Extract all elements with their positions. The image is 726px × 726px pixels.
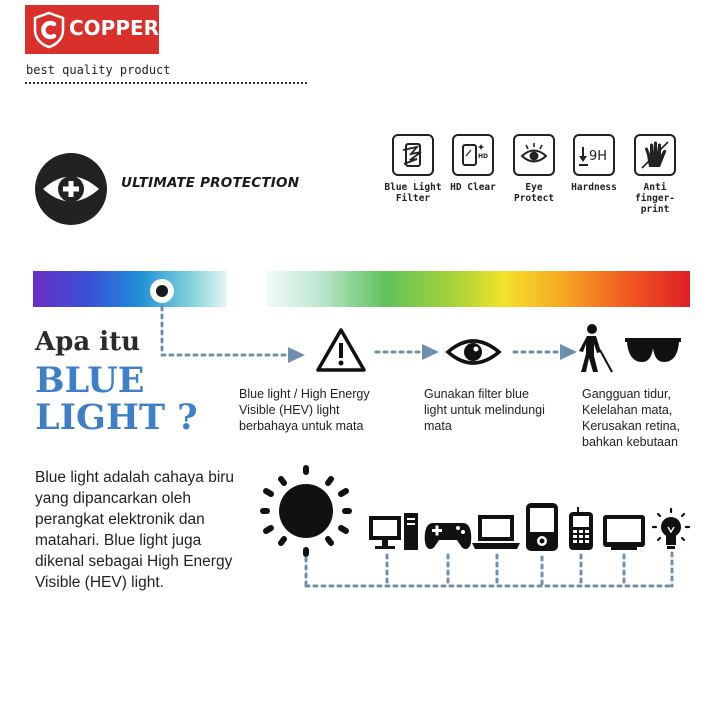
- blind-person-icon: [579, 324, 612, 372]
- flow-step-text: Gangguan tidur, Kelelahan mata, Kerusakan retina, bahkan kebutaan: [582, 387, 680, 449]
- feature-label: Hardness: [571, 182, 617, 193]
- feature-label: HD Clear: [450, 182, 496, 193]
- hd-clear-icon-text: HD: [478, 153, 489, 160]
- warning-icon: [318, 330, 364, 370]
- tv-icon: [603, 515, 645, 550]
- desktop-pc-icon: [369, 513, 418, 550]
- badge-title: ULTIMATE PROTECTION: [121, 175, 300, 191]
- flow-step-text: Blue light / High Energy Visible (HEV) light berbahaya untuk mata: [239, 387, 370, 433]
- tagline: best quality product: [26, 63, 171, 77]
- heading-light: LIGHT ?: [35, 397, 198, 438]
- hardness-icon-text: 9H: [589, 149, 608, 164]
- laptop-icon: [472, 515, 520, 549]
- light-bulb-icon: [653, 509, 689, 549]
- tablet-icon: [526, 503, 558, 551]
- feature-label: Blue Light Filter: [384, 182, 442, 204]
- flow-step-text: Gunakan filter blue light untuk melindungi mata: [424, 387, 545, 433]
- eye-icon: [448, 341, 499, 363]
- heading-blue: BLUE: [35, 360, 145, 401]
- feature-label: Eye Protect: [513, 182, 555, 204]
- feature-label: Anti finger-print: [634, 182, 676, 215]
- sunglasses-icon: [625, 338, 681, 362]
- logo-text: COPPER: [69, 16, 160, 40]
- heading-apa-itu: Apa itu: [35, 327, 141, 357]
- mobile-phone-icon: [569, 507, 593, 550]
- sun-icon: [263, 468, 349, 554]
- flow-connector: [162, 307, 577, 363]
- sources-connector: [306, 553, 672, 586]
- gamepad-icon: [425, 523, 471, 549]
- description-text: Blue light adalah cahaya biru yang dipancarkan oleh perangkat elektronik dan matahari. Blue light juga dikenal sebagai High Energy Visible (HEV) light.: [35, 469, 235, 591]
